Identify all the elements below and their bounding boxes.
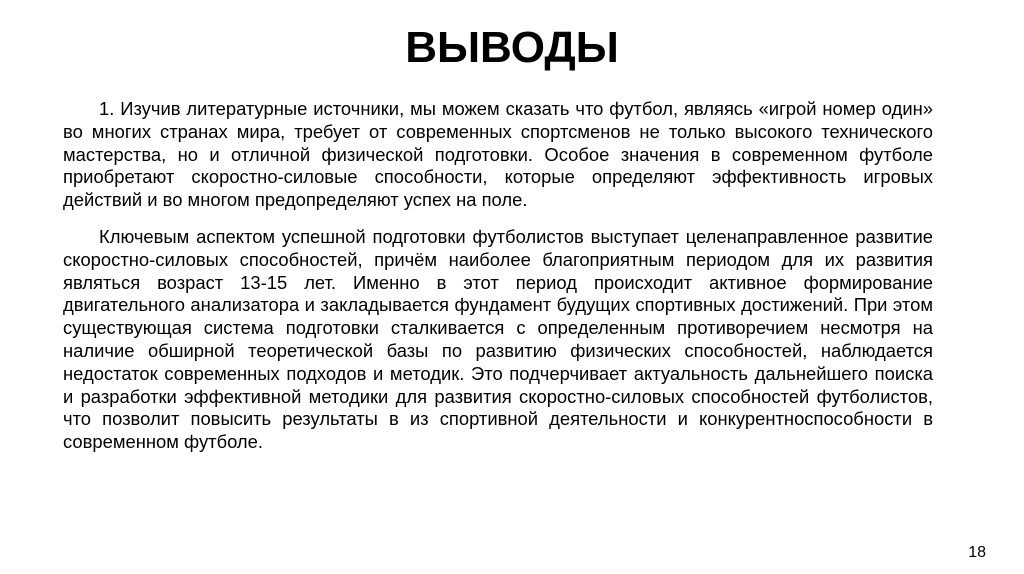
slide-body (63, 98, 933, 454)
paragraph-conclusion-1: 1. Изучив литературные источники, мы можем сказать что футбол, являясь «игрой номер один» во многих странах мира, требует от современных спортсменов не только высокого технического мастерства, но и отличной физической подготовки. Особое значения в современном футболе приобретают скоростно-силовые способности, которые определяют эффективность игровых действий и во многом предопределяют успех на поле. (63, 98, 933, 211)
paragraph-conclusion-2: Ключевым аспектом успешной подготовки футболистов выступает целенаправленное развитие скоростно-силовых способностей, причём наиболее благоприятным периодом для их развития являться возраст 13-15 лет. Именно в этот период происходит активное формирование двигательного анализатора и закладывается фундамент будущих спортивных достижений. При этом существующая система подготовки сталкивается с определенным противоречием несмотря на наличие обширной теоретической базы по развитию физических способностей, наблюдается недостаток современных подходов и методик. Это подчерчивает актуальность дальнейшего поиска и разработки эффективной методики для развития скоростно-силовых способностей футболистов, что позволит повысить результаты в из спортивной деятельности и конкурентноспособности в современном футболе. (63, 225, 933, 453)
page-number: 18 (968, 544, 986, 561)
slide-title: ВЫВОДЫ (405, 23, 619, 72)
